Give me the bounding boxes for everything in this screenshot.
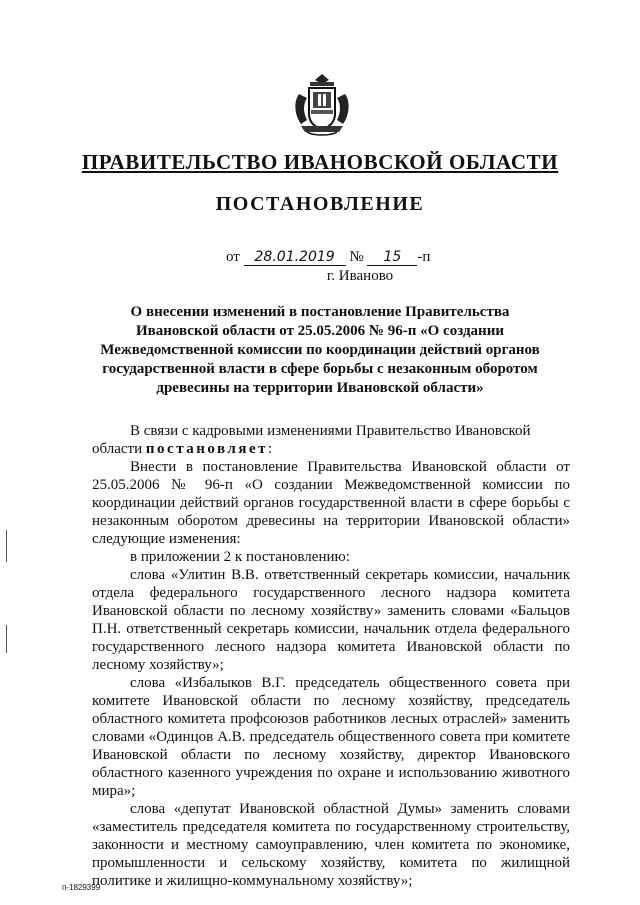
paragraph-replace-1: слова «Улитин В.В. ответственный секретарь комиссии, начальник отдела федерального государственного лесного надзора комитета Ивановской области по лесному хозяйству» заменить словами «Бальцов П.Н. ответственный секретарь комиссии, начальник отдела федерального государственного лесного надзора комитета Ивановской области по лесному хозяйству»; (92, 567, 570, 673)
date-number-line (226, 249, 430, 266)
decrees-word: постановляет (145, 441, 268, 457)
document-body (92, 422, 570, 890)
paragraph-intro: В связи с кадровыми изменениями Правительство Ивановской (130, 423, 531, 439)
document-type-title: ПОСТАНОВЛЕНИЕ (215, 193, 425, 215)
date-prefix: от (226, 249, 240, 265)
scan-margin-mark (6, 625, 7, 653)
paragraph-intro-line2 (92, 440, 570, 458)
number-sign: № (349, 249, 364, 265)
paragraph-replace-2: слова «Избалыков В.Г. председатель общественного совета при комитете Ивановской области по лесному хозяйству, председатель областного комитета профсоюзов работников лесных отраслей» заменить словами «Одинцов А.В. председатель общественного совета при комитете Ивановской области по лесному хозяйству, директор Ивановского областного казенного учреждения по охране и использованию животного мира»; (92, 675, 570, 799)
intro-oblast-word: области (92, 441, 143, 457)
city-line: г. Иваново (326, 268, 394, 284)
paragraph-amend: Внести в постановление Правительства Ивановской области от 25.05.2006 № 96-п «О создании Межведомственной комиссии по координации действий органов государственной власти в сфере борьбы с незаконным оборотом древесины на территории Ивановской области» следующие изменения: (92, 459, 570, 547)
handwritten-number: 15 (367, 249, 417, 266)
number-suffix: -п (417, 249, 431, 265)
handwritten-date: 28.01.2019 (244, 249, 346, 266)
intro-colon: : (268, 441, 273, 457)
government-title: ПРАВИТЕЛЬСТВО ИВАНОВСКОЙ ОБЛАСТИ (81, 150, 559, 174)
scan-margin-mark (6, 530, 7, 562)
ivanovo-coat-of-arms-icon (291, 72, 353, 138)
footer-code: п-1829399 (62, 883, 101, 892)
document-heading: О внесении изменений в постановление Правительства Ивановской области от 25.05.2006 № 96-п «О создании Межведомственной комиссии по координации действий органов государственной власти в сфере борьбы с незаконным оборотом древесины на территории Ивановской области» (100, 304, 540, 396)
paragraph-replace-3: слова «депутат Ивановской областной Думы» заменить словами «заместитель председателя комитета по государственному строительству, законности и местному самоуправлению, член комитета по экономике, промышленности и сельскому хозяйству, комитета по жилищной политике и жилищно-коммунальному хозяйству»; (92, 801, 570, 889)
paragraph-appendix: в приложении 2 к постановлению: (130, 549, 350, 565)
